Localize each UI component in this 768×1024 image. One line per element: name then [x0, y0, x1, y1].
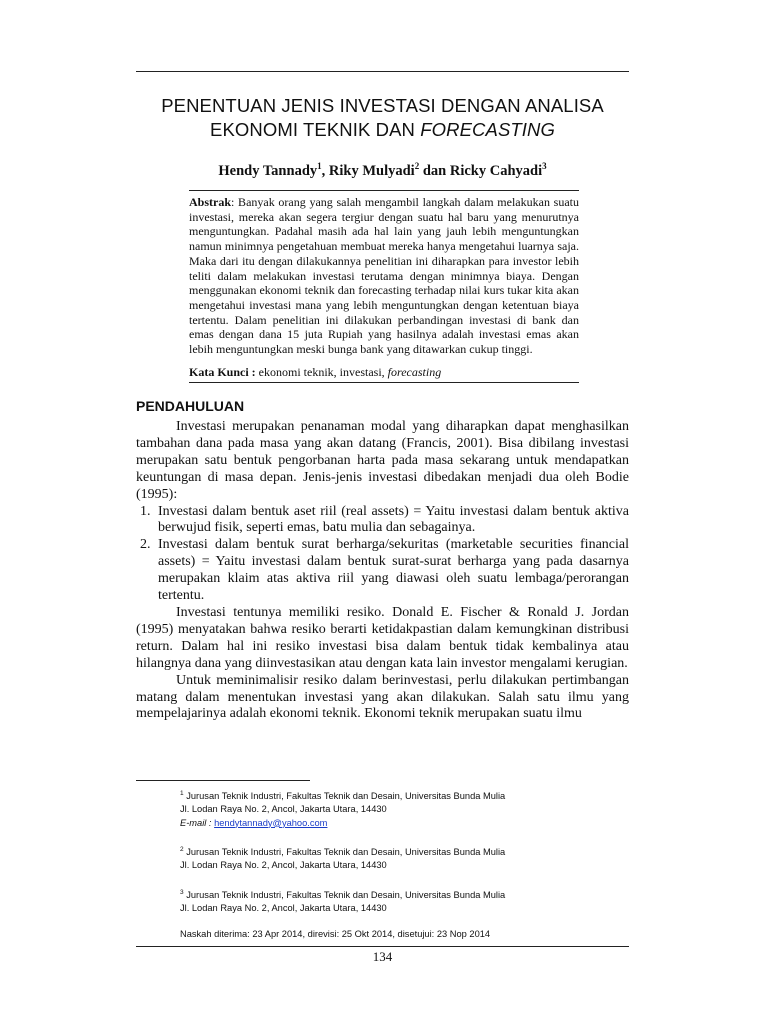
list-item [136, 504, 629, 538]
footnote-2-line-1 [180, 843, 600, 859]
paragraph-2: Investasi tentunya memiliki resiko. Donald E. Fischer & Ronald J. Jordan (1995) menyatakan bahwa resiko berarti ketidakpastian dalam kemungkinan distribusi return. Dalam hal ini resiko investasi bisa dalam bentuk tidak kembalinya atau hilangnya dana yang diinvestasikan atau dengan kata lain investor mengalami kerugian. [136, 604, 629, 671]
footnote-1-address: Jl. Lodan Raya No. 2, Ancol, Jakarta Utara, 14430 [180, 804, 387, 815]
author-separator-1: , [321, 162, 329, 179]
author-2: Riky Mulyadi [328, 162, 415, 179]
abstract [189, 195, 579, 357]
page-number: 134 [372, 949, 393, 964]
abstract-top-rule [189, 190, 579, 191]
title-line-2-plain: EKONOMI TEKNIK DAN [210, 119, 421, 140]
footnote-1-email [180, 817, 600, 830]
footnote-2 [180, 843, 600, 873]
footnote-1-marker: 1 [180, 790, 184, 797]
footnote-1 [180, 787, 600, 830]
paragraph-3: Untuk meminimalisir resiko dalam berinvestasi, perlu dilakukan pertimbangan matang dalam menentukan investasi yang akan dilakukan. Salah satu ilmu yang mempelajarinya adalah ekonomi teknik. Ekonomi teknik merupakan suatu ilmu [136, 672, 629, 722]
footnote-2-affiliation: Jurusan Teknik Industri, Fakultas Teknik dan Desain, Universitas Bunda Mulia [183, 847, 506, 858]
list-item-text: Investasi dalam bentuk surat berharga/sekuritas (marketable securities financial assets) = Yaitu investasi dalam bentuk surat-surat berharga yang pada dasarnya merupakan klaim atas aktiva riil yang diawasi oleh suatu lembaga/perorangan tertentu. [158, 537, 629, 604]
title-line-1: PENENTUAN JENIS INVESTASI DENGAN ANALISA [161, 95, 604, 116]
paper-title [136, 94, 629, 142]
list-item-number: 1. [140, 503, 151, 519]
keywords-italic: forecasting [387, 365, 442, 379]
footnote-3-marker: 3 [180, 888, 184, 896]
footnote-2-marker: 2 [180, 845, 184, 853]
list-item-number: 2. [140, 537, 151, 553]
footnote-3-affiliation: Jurusan Teknik Industri, Fakultas Teknik dan Desain, Universitas Bunda Mulia [183, 889, 506, 900]
keywords-label: Kata Kunci : [189, 365, 256, 379]
footnote-1-line-1 [180, 787, 600, 803]
list-item [136, 537, 629, 605]
abstract-label: Abstrak [189, 195, 232, 209]
keywords [189, 365, 579, 380]
footnotes [180, 787, 600, 942]
title-line-2-italic: FORECASTING [420, 119, 555, 140]
email-label: E-mail : [180, 817, 215, 828]
footnote-rule [136, 780, 310, 781]
keywords-text: ekonomi teknik, investasi, [255, 365, 388, 379]
title-line-2 [136, 118, 629, 142]
body-text [136, 419, 629, 723]
author-separator-2: dan [419, 162, 450, 179]
footnote-3-address: Jl. Lodan Raya No. 2, Ancol, Jakarta Utara, 14430 [180, 903, 387, 914]
footnote-2-address: Jl. Lodan Raya No. 2, Ancol, Jakarta Utara, 14430 [180, 860, 387, 871]
author-3: Ricky Cahyadi [449, 162, 543, 179]
page-number-rule [136, 946, 629, 947]
section-heading: PENDAHULUAN [136, 398, 245, 414]
author-2-affiliation: 2 [414, 161, 420, 171]
submission-dates: Naskah diterima: 23 Apr 2014, direvisi: 25 Okt 2014, disetujui: 23 Nop 2014 [180, 929, 491, 940]
email-link[interactable]: hendytannady@yahoo.com [214, 817, 328, 828]
abstract-bottom-rule [189, 382, 579, 383]
footnote-3 [180, 886, 600, 916]
author-list [136, 161, 629, 180]
abstract-text: : Banyak orang yang salah mengambil langkah dalam melakukan suatu investasi, mereka akan segera tergiur dengan suatu hal baru yang menurutnya menguntungkan. Padahal masih ada hal lain yang jauh lebih menguntungkan namun minimnya pengetahuan membuat mereka hanya mengetahui luarnya saja. Maka dari itu dengan dilakukannya penelitian ini diharapkan para investor lebih teliti dalam melakukan investasi terutama dengan minimnya biaya. Dengan menggunakan ekonomi teknik dan forecasting terhadap nilai kurs tukar kita akan mengetahui investasi mana yang lebih menguntungkan dengan ketentuan biaya tertentu. Dalam penelitian ini dilakukan perbandingan investasi di bank dan emas dengan dana 15 juta Rupiah yang hasilnya adalah investasi emas akan lebih menguntungkan meski bunga bank yang ditawarkan cukup tinggi. [189, 195, 579, 357]
list-item-text: Investasi dalam bentuk aset riil (real assets) = Yaitu investasi dalam bentuk aktiva berwujud fisik, seperti emas, batu mulia dan sebagainya. [158, 503, 629, 536]
footnote-1-affiliation: Jurusan Teknik Industri, Fakultas Teknik dan Desain, Universitas Bunda Mulia [183, 791, 506, 802]
author-1: Hendy Tannady [218, 162, 318, 179]
author-3-affiliation: 3 [542, 161, 547, 171]
paragraph-1: Investasi merupakan penanaman modal yang diharapkan dapat menghasilkan tambahan dana pada masa yang akan datang (Francis, 2001). Bisa dibilang investasi merupakan satu bentuk pengorbanan harta pada masa sekarang untuk mendapatkan keuntungan di masa depan. Jenis-jenis investasi dibedakan menjadi dua oleh Bodie (1995): [136, 419, 629, 502]
top-rule [136, 71, 629, 72]
footnote-3-line-1 [180, 886, 600, 902]
author-1-affiliation: 1 [317, 161, 322, 171]
